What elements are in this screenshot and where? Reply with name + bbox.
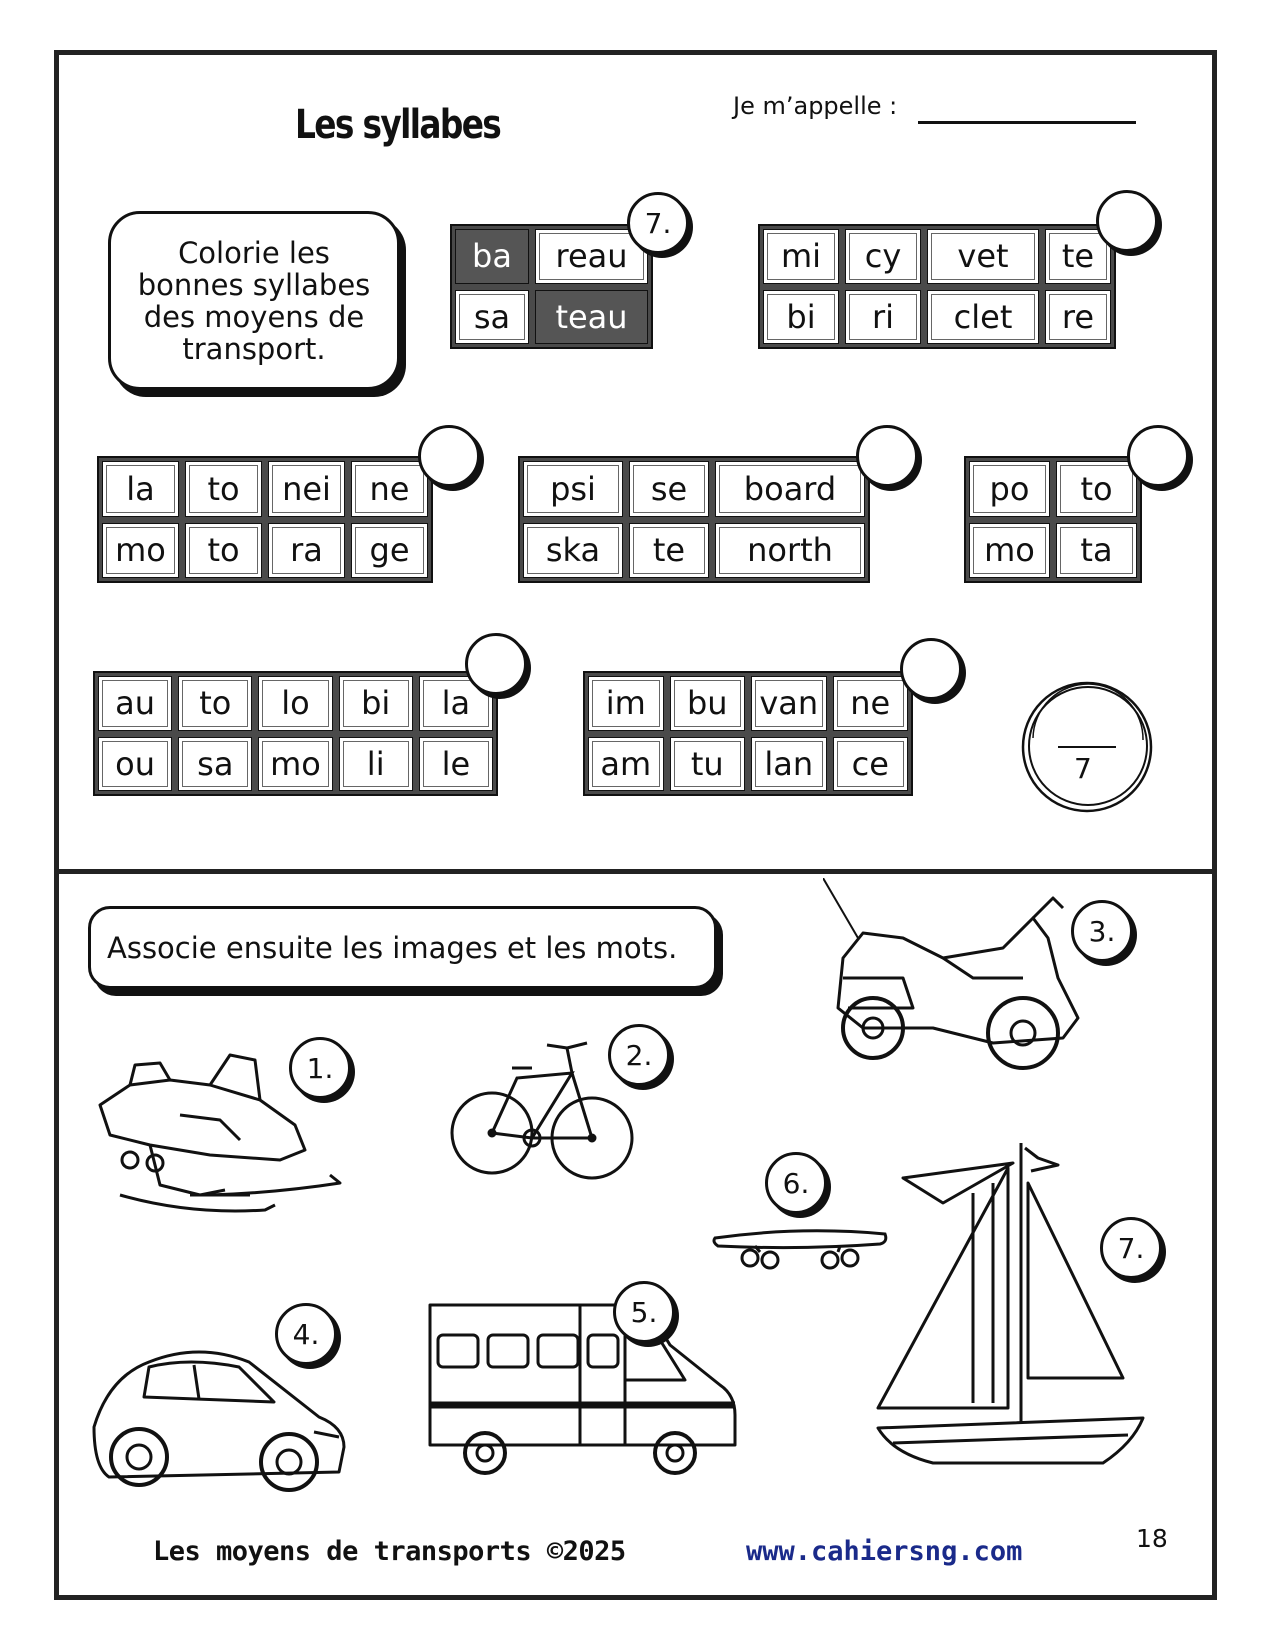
syllable-cell[interactable]: sa: [455, 290, 529, 345]
syllable-cell[interactable]: to: [178, 676, 252, 731]
instruction-line: des moyens de: [143, 299, 365, 334]
syllable-cell[interactable]: to: [1056, 461, 1137, 517]
syllable-cell[interactable]: lan: [751, 737, 827, 792]
sailboat-icon: [873, 1143, 1163, 1483]
group-number-circle[interactable]: [1096, 190, 1158, 252]
syllable-cell[interactable]: ou: [98, 737, 172, 792]
syllable-group: [97, 456, 433, 583]
page-number: 18: [1136, 1524, 1168, 1553]
syllable-cell[interactable]: te: [1045, 229, 1111, 284]
syllable-cell[interactable]: cy: [845, 229, 921, 284]
syllable-cell[interactable]: am: [588, 737, 664, 792]
score-blank[interactable]: [1058, 746, 1116, 748]
syllable-cell[interactable]: ne: [351, 461, 428, 517]
syllable-cell[interactable]: ne: [833, 676, 909, 731]
picture-number-circle[interactable]: 4.: [275, 1303, 337, 1365]
page-title: Les syllabes: [295, 102, 501, 148]
picture-number-circle[interactable]: 6.: [765, 1152, 827, 1214]
group-number-circle[interactable]: [418, 425, 480, 487]
syllable-cell[interactable]: ba: [455, 229, 529, 284]
syllable-cell[interactable]: ska: [523, 523, 623, 579]
syllable-cell[interactable]: tu: [670, 737, 746, 792]
syllable-cell[interactable]: psi: [523, 461, 623, 517]
syllable-cell[interactable]: la: [419, 676, 493, 731]
syllable-cell[interactable]: to: [185, 523, 262, 579]
syllable-cell[interactable]: li: [339, 737, 413, 792]
syllable-cell[interactable]: lo: [258, 676, 332, 731]
instruction-text: Associe ensuite les images et les mots.: [107, 930, 678, 965]
syllable-cell[interactable]: reau: [535, 229, 648, 284]
syllable-cell[interactable]: ge: [351, 523, 428, 579]
syllable-cell[interactable]: clet: [927, 290, 1039, 345]
instruction-line: transport.: [182, 331, 326, 366]
group-number-circle[interactable]: 7.: [627, 192, 689, 254]
score-denominator: 7: [1074, 752, 1092, 785]
syllable-cell[interactable]: van: [751, 676, 827, 731]
syllable-cell[interactable]: mo: [969, 523, 1050, 579]
syllable-cell[interactable]: vet: [927, 229, 1039, 284]
syllable-group: [518, 456, 870, 583]
syllable-group: [93, 671, 498, 796]
footer-copyright: Les moyens de transports ©2025: [153, 1536, 626, 1567]
section-divider: [54, 869, 1217, 874]
syllable-cell[interactable]: se: [629, 461, 709, 517]
picture-number-circle[interactable]: 2.: [608, 1024, 670, 1086]
syllable-cell[interactable]: te: [629, 523, 709, 579]
syllable-cell[interactable]: mo: [102, 523, 179, 579]
van-icon: [420, 1295, 740, 1475]
syllable-cell[interactable]: re: [1045, 290, 1111, 345]
instruction-color: [108, 211, 400, 390]
name-label: Je m’appelle :: [733, 92, 898, 120]
syllable-cell[interactable]: ri: [845, 290, 921, 345]
group-number-circle[interactable]: [856, 425, 918, 487]
instruction-match: [88, 906, 717, 989]
instruction-line: Colorie les: [178, 235, 330, 270]
group-number-circle[interactable]: [1127, 425, 1189, 487]
syllable-cell[interactable]: board: [715, 461, 865, 517]
syllable-cell[interactable]: to: [185, 461, 262, 517]
syllable-cell[interactable]: au: [98, 676, 172, 731]
syllable-cell[interactable]: po: [969, 461, 1050, 517]
syllable-cell[interactable]: north: [715, 523, 865, 579]
picture-number-circle[interactable]: 3.: [1071, 900, 1133, 962]
syllable-cell[interactable]: teau: [535, 290, 648, 345]
syllable-cell[interactable]: bi: [339, 676, 413, 731]
syllable-cell[interactable]: nei: [268, 461, 345, 517]
picture-number-circle[interactable]: 1.: [289, 1037, 351, 1099]
instruction-line: bonnes syllabes: [137, 267, 371, 302]
syllable-cell[interactable]: ta: [1056, 523, 1137, 579]
picture-number-circle[interactable]: 7.: [1100, 1217, 1162, 1279]
syllable-cell[interactable]: bu: [670, 676, 746, 731]
syllable-cell[interactable]: mi: [763, 229, 839, 284]
syllable-group: [758, 224, 1116, 349]
skateboard-icon: [710, 1220, 890, 1275]
syllable-cell[interactable]: mo: [258, 737, 332, 792]
group-number-circle[interactable]: [465, 633, 527, 695]
syllable-cell[interactable]: sa: [178, 737, 252, 792]
syllable-group: [450, 224, 653, 349]
syllable-group: [583, 671, 913, 796]
name-field[interactable]: [918, 121, 1136, 124]
syllable-cell[interactable]: ra: [268, 523, 345, 579]
group-number-circle[interactable]: [900, 638, 962, 700]
syllable-cell[interactable]: la: [102, 461, 179, 517]
syllable-cell[interactable]: ce: [833, 737, 909, 792]
syllable-cell[interactable]: im: [588, 676, 664, 731]
picture-number-circle[interactable]: 5.: [613, 1281, 675, 1343]
three-wheel-motorcycle-icon: [823, 878, 1093, 1078]
syllable-cell[interactable]: le: [419, 737, 493, 792]
syllable-group: [964, 456, 1142, 583]
syllable-cell[interactable]: bi: [763, 290, 839, 345]
footer-website-link[interactable]: www.cahiersng.com: [746, 1536, 1023, 1567]
